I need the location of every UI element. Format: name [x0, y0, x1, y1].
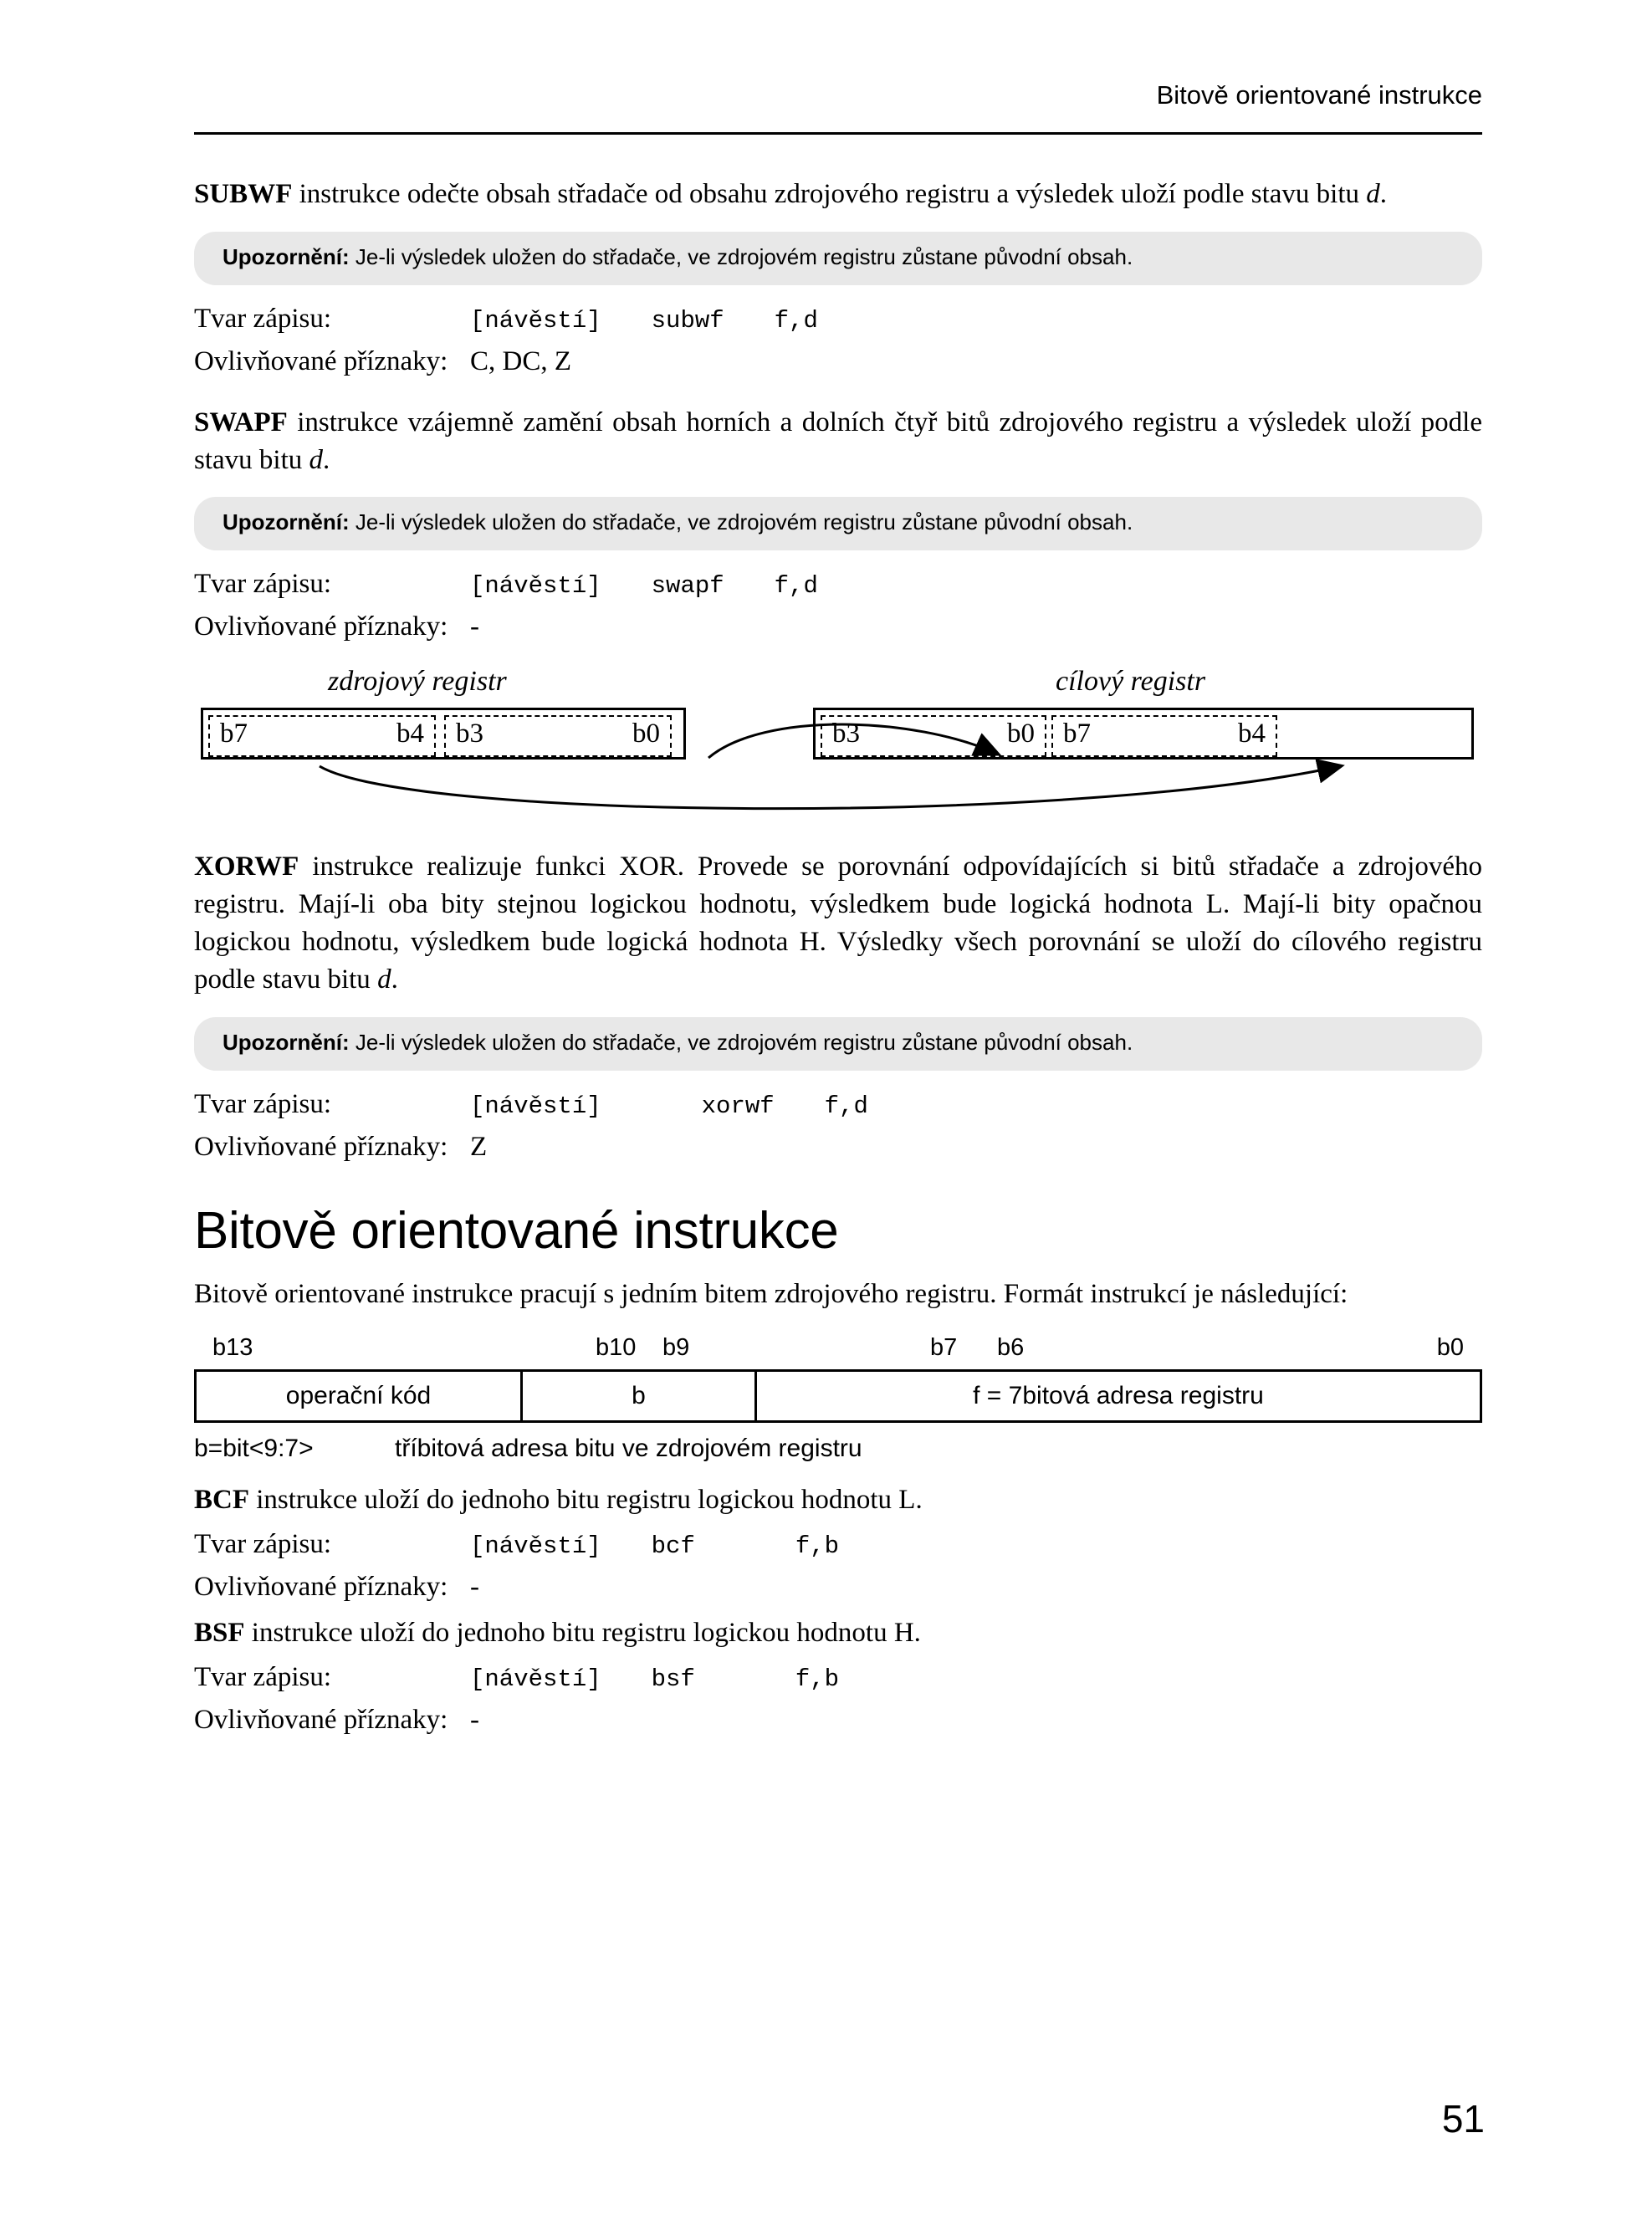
page-content — [194, 176, 1482, 1747]
flags-swapf: - — [470, 611, 479, 642]
label-ovlivnovane: Ovlivňované příznaky: — [194, 1131, 448, 1162]
paragraph-bit-intro: Bitově orientované instrukce pracují s jedním bitem zdrojového registru. Formát instrukcí je následující: — [194, 1278, 1348, 1309]
mnemonic-subwf: subwf — [651, 306, 724, 335]
diagram-caption-source: zdrojový registr — [328, 666, 507, 698]
dest-b4-label: b4 — [1238, 719, 1266, 749]
bit-definition-value: tříbitová adresa bitu ve zdrojovém registru — [395, 1435, 862, 1463]
dest-b0-label: b0 — [1007, 719, 1035, 749]
operands-bcf: f,b — [795, 1532, 840, 1561]
paragraph-subwf-italic: d — [1366, 179, 1380, 209]
paragraph-subwf — [194, 176, 1482, 213]
dest-b3-label: b3 — [832, 719, 860, 749]
navesti-token: [návěstí] — [470, 1665, 601, 1694]
note-label: Upozornění: — [222, 243, 350, 269]
paragraph-xorwf-tail: . — [391, 964, 398, 995]
section-title: Bitově orientované instrukce — [194, 1201, 839, 1260]
instruction-format-table — [194, 1334, 1482, 1423]
bit-label-b6: b6 — [997, 1334, 1025, 1362]
paragraph-subwf-tail: . — [1379, 179, 1387, 209]
label-ovlivnovane: Ovlivňované příznaky: — [194, 1572, 448, 1603]
flags-subwf: C, DC, Z — [470, 345, 572, 376]
note-box-xorwf — [194, 1017, 1482, 1071]
diagram-caption-dest: cílový registr — [1056, 666, 1206, 698]
row-flags-xorwf — [194, 1132, 1482, 1163]
row-tvar-zapisu-xorwf — [194, 1089, 1482, 1120]
operands-bsf: f,b — [795, 1665, 840, 1694]
bit-index-row — [194, 1334, 1482, 1369]
label-tvar-zapisu: Tvar zápisu: — [194, 1088, 332, 1119]
label-tvar-zapisu: Tvar zápisu: — [194, 569, 332, 600]
navesti-token: [návěstí] — [470, 1532, 601, 1561]
source-b3-label: b3 — [456, 719, 483, 749]
paragraph-swapf-italic: d — [309, 444, 323, 475]
source-b0-label: b0 — [632, 719, 660, 749]
paragraph-bsf — [194, 1614, 1482, 1652]
header-rule — [194, 132, 1482, 135]
swap-diagram — [194, 666, 1482, 833]
row-tvar-zapisu-swapf — [194, 569, 1482, 600]
diagram-arrows — [194, 666, 1482, 833]
running-header: Bitově orientované instrukce — [1156, 80, 1482, 110]
paragraph-subwf-text: instrukce odečte obsah střadače od obsahu zdrojového registru a výsledek uloží podle stavu bitu — [292, 179, 1367, 209]
bit-label-b9: b9 — [662, 1334, 690, 1362]
row-flags-swapf — [194, 611, 1482, 642]
note-box-swapf — [194, 497, 1482, 550]
row-tvar-zapisu-bsf — [194, 1662, 1482, 1693]
row-tvar-zapisu-bcf — [194, 1529, 1482, 1560]
dest-b7-label: b7 — [1063, 719, 1091, 749]
instruction-name-bcf: BCF — [194, 1485, 249, 1516]
navesti-token: [návěstí] — [470, 572, 601, 601]
definition-list-subwf — [194, 304, 1482, 377]
bit-label-b7: b7 — [930, 1334, 958, 1362]
paragraph-swapf — [194, 404, 1482, 479]
paragraph-swapf-text: instrukce vzájemně zamění obsah horních a dolních čtyř bitů zdrojového registru a výsledek uloží podle stavu bitu — [194, 407, 1482, 475]
instruction-name-xorwf: XORWF — [194, 852, 299, 882]
navesti-token: [návěstí] — [470, 1092, 601, 1120]
mnemonic-xorwf: xorwf — [701, 1092, 775, 1120]
label-tvar-zapisu: Tvar zápisu: — [194, 303, 332, 334]
bit-label-b10: b10 — [596, 1334, 637, 1362]
paragraph-bsf-text: instrukce uloží do jednoho bitu registru logickou hodnotu H. — [244, 1618, 921, 1649]
flags-bsf: - — [470, 1705, 479, 1736]
bit-definition-row — [194, 1435, 1482, 1463]
label-ovlivnovane: Ovlivňované příznaky: — [194, 611, 448, 642]
note-text: Je-li výsledek uložen do střadače, ve zdrojovém registru zůstane původní obsah. — [349, 1029, 1133, 1055]
paragraph-xorwf-text: instrukce realizuje funkci XOR. Provede se porovnání odpovídajících si bitů střadače a zdrojového registru. Mají-li oba bity stejnou logickou hodnotu, výsledkem bude logická hodnota L. Mají-li bity opačnou logickou hodnotu, výsledkem bude logická hodnota H. Výsledky všech porovnání se uloží do cílového registru podle stavu bitu — [194, 852, 1482, 995]
row-flags-bsf — [194, 1705, 1482, 1736]
operands-subwf: f,d — [774, 306, 818, 335]
instruction-name-swapf: SWAPF — [194, 407, 288, 437]
paragraph-xorwf — [194, 848, 1482, 999]
operands-xorwf: f,d — [824, 1092, 868, 1120]
paragraph-bcf-text: instrukce uloží do jednoho bitu registru logickou hodnotu L. — [249, 1485, 923, 1516]
label-tvar-zapisu: Tvar zápisu: — [194, 1529, 332, 1560]
format-cell-b: b — [523, 1372, 757, 1420]
format-cell-opcode: operační kód — [197, 1372, 523, 1420]
bit-label-b13: b13 — [212, 1334, 253, 1362]
instruction-name-bsf: BSF — [194, 1618, 245, 1649]
definition-list-bsf — [194, 1662, 1482, 1736]
flags-xorwf: Z — [470, 1131, 488, 1162]
format-table-row — [194, 1369, 1482, 1423]
flags-bcf: - — [470, 1572, 479, 1603]
page-number: 51 — [1441, 2097, 1485, 2141]
source-b7-label: b7 — [220, 719, 248, 749]
source-b4-label: b4 — [396, 719, 424, 749]
label-tvar-zapisu: Tvar zápisu: — [194, 1662, 332, 1693]
row-flags-subwf — [194, 346, 1482, 377]
instruction-name-subwf: SUBWF — [194, 179, 293, 209]
note-box-subwf — [194, 232, 1482, 285]
note-label: Upozornění: — [222, 1029, 350, 1055]
definition-list-swapf — [194, 569, 1482, 642]
note-text: Je-li výsledek uložen do střadače, ve zdrojovém registru zůstane původní obsah. — [349, 243, 1133, 269]
definition-list-bcf — [194, 1529, 1482, 1603]
navesti-token: [návěstí] — [470, 306, 601, 335]
paragraph-bcf — [194, 1481, 1482, 1519]
operands-swapf: f,d — [774, 572, 818, 601]
mnemonic-bcf: bcf — [651, 1532, 695, 1561]
row-flags-bcf — [194, 1572, 1482, 1603]
bit-label-b0: b0 — [1436, 1334, 1464, 1362]
row-tvar-zapisu-subwf — [194, 304, 1482, 335]
definition-list-xorwf — [194, 1089, 1482, 1163]
label-ovlivnovane: Ovlivňované příznaky: — [194, 1705, 448, 1736]
bit-definition-key: b=bit<9:7> — [194, 1435, 314, 1463]
label-ovlivnovane: Ovlivňované příznaky: — [194, 345, 448, 376]
paragraph-xorwf-italic: d — [377, 964, 391, 995]
mnemonic-swapf: swapf — [651, 572, 724, 601]
note-text: Je-li výsledek uložen do střadače, ve zdrojovém registru zůstane původní obsah. — [349, 509, 1133, 535]
paragraph-swapf-tail: . — [323, 444, 330, 475]
mnemonic-bsf: bsf — [651, 1665, 695, 1694]
note-label: Upozornění: — [222, 509, 350, 535]
format-cell-f: f = 7bitová adresa registru — [973, 1382, 1264, 1410]
